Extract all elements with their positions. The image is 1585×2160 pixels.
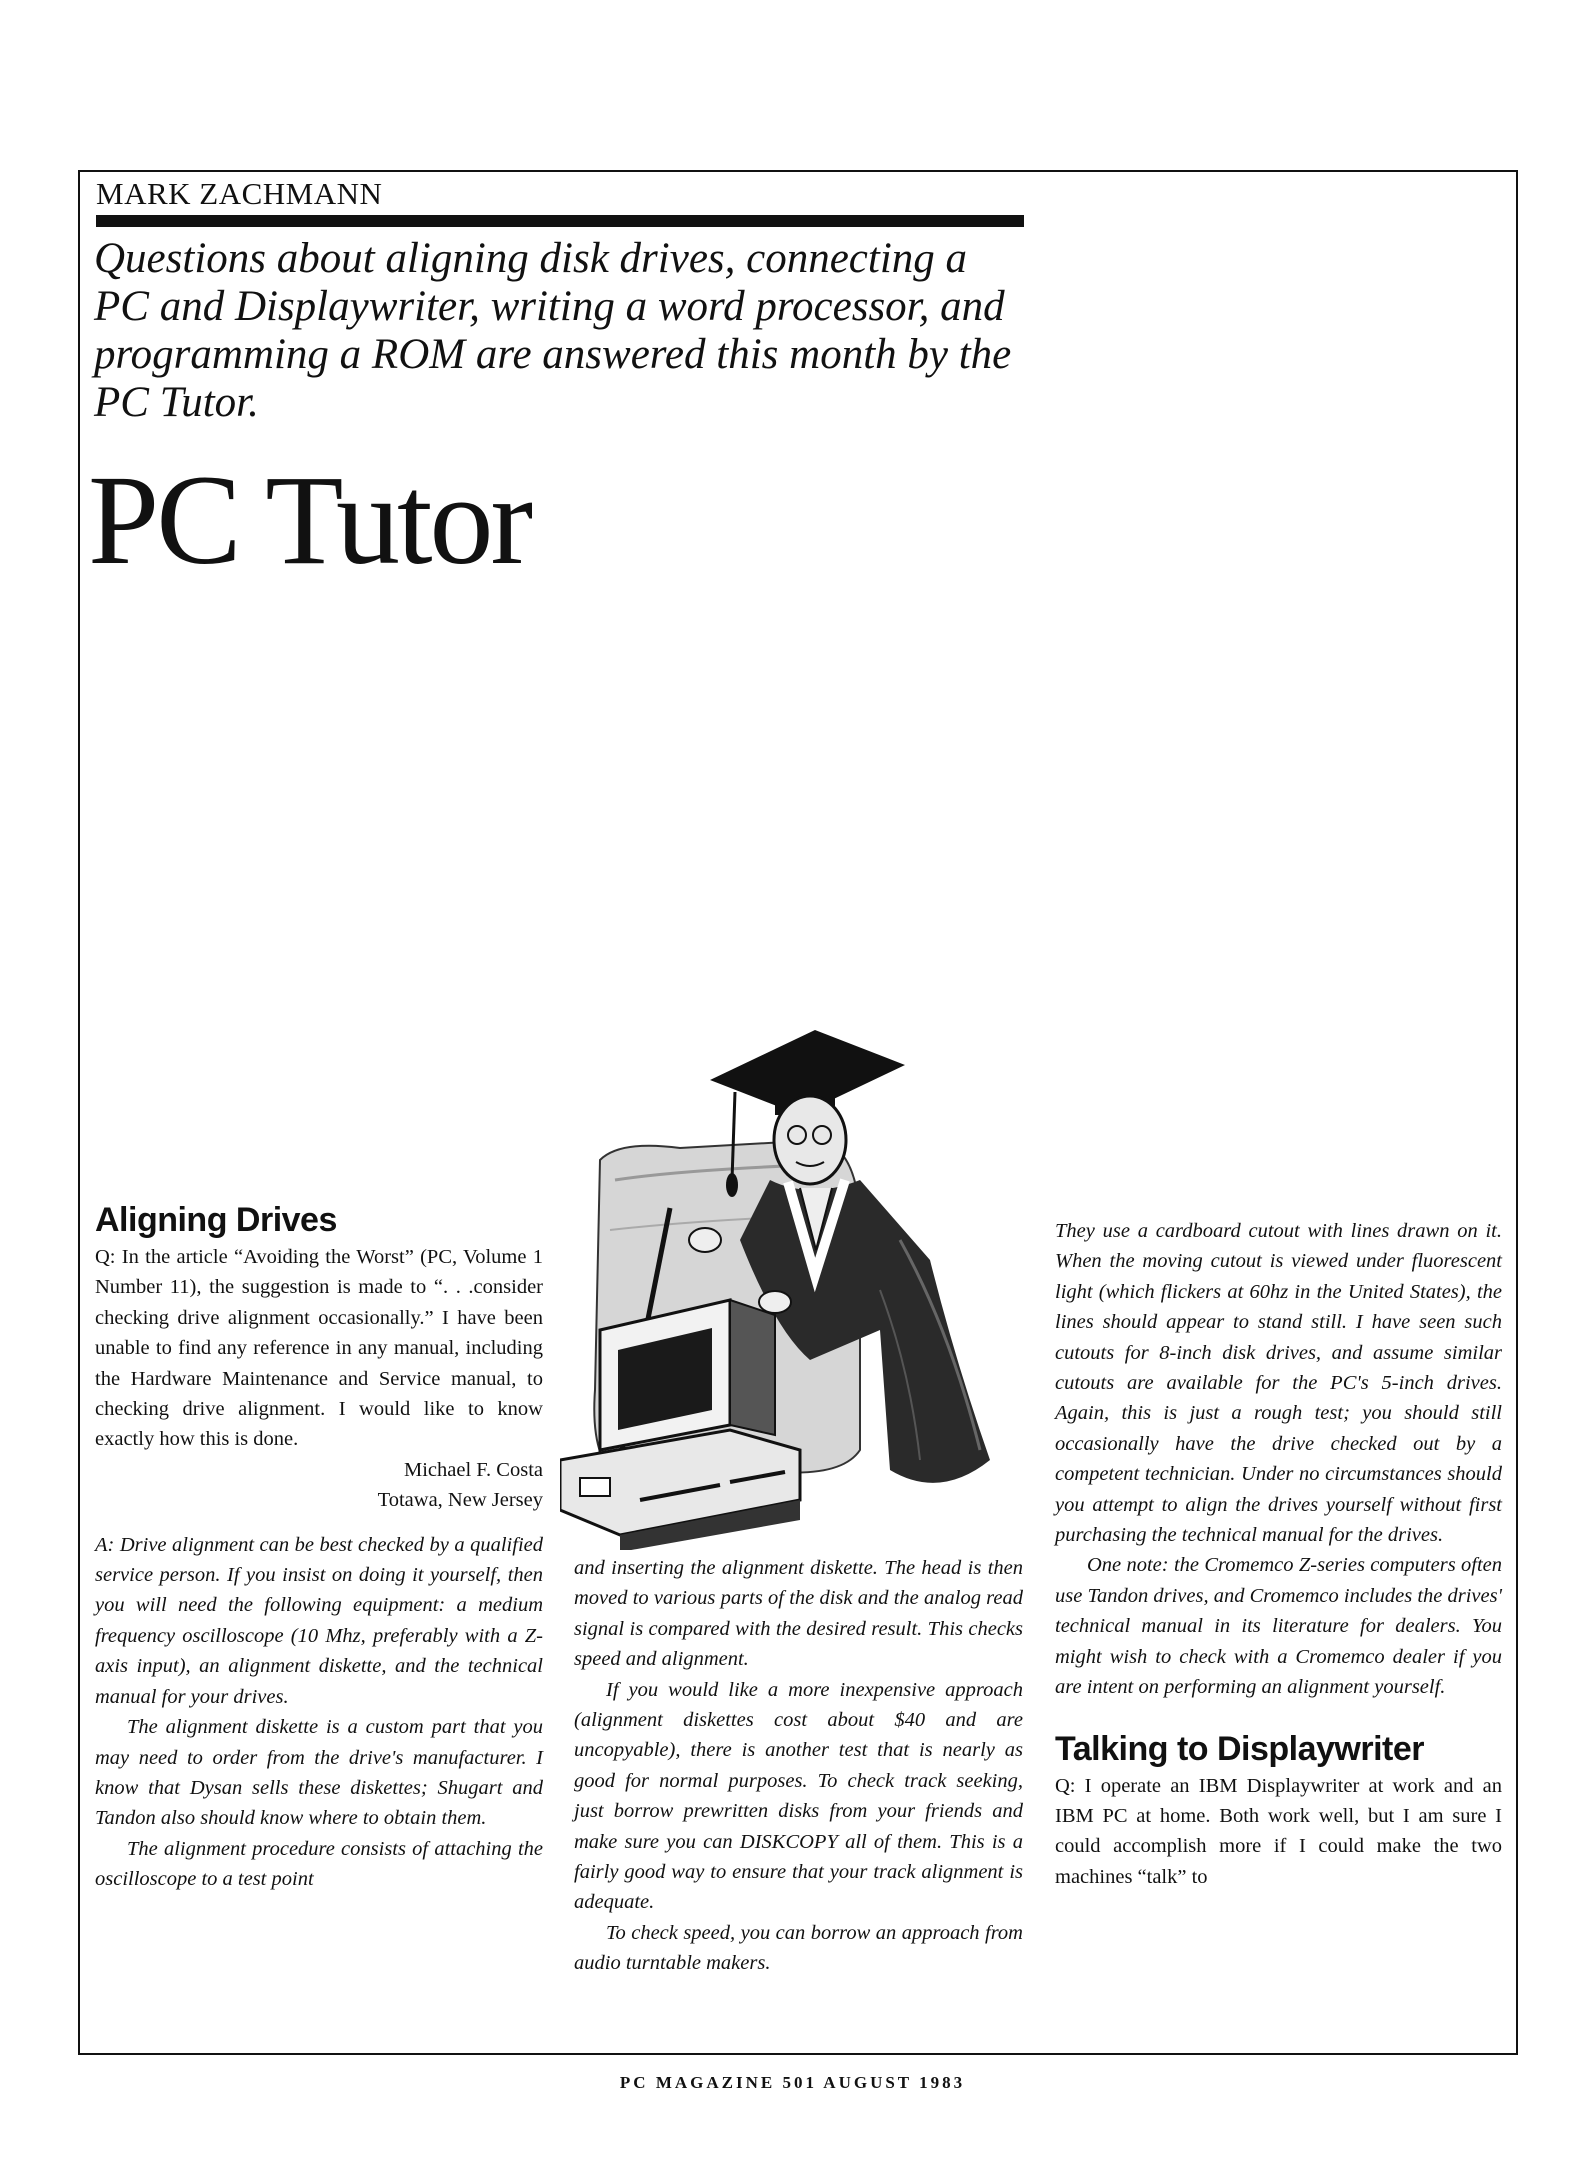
- answer-paragraph-8: One note: the Cromemco Z-series computers often use Tandon drives, and Cromemco includes the drives' technical manual in its literature for dealers. You might wish to check with a Cromemco dealer if you are intent on performing an alignment yourself.: [1055, 1554, 1502, 1699]
- answer-paragraph-5: If you would like a more inexpensive approach (alignment diskettes cost about $40 and are uncopyable), there is another test that is nearly as good for normal purposes. To check track seeking, just borrow prewritten disks from your friends and make sure you can DISKCOPY all of them. This is a fairly good way to ensure that your track alignment is adequate.: [574, 1678, 1023, 1914]
- article-deck: Questions about aligning disk drives, connecting a PC and Displaywriter, writing a word processor, and programming a ROM are answered this month by the PC Tutor.: [94, 235, 1012, 426]
- question-text-2: Q: I operate an IBM Displaywriter at work and an IBM PC at home. Both work well, but I am sure I could accomplish more if I could make the two machines “talk” to: [1055, 1774, 1502, 1888]
- signature-place: Totawa, New Jersey: [377, 1489, 543, 1512]
- page-footer: PC MAGAZINE 501 AUGUST 1983: [619, 2073, 966, 2092]
- tutor-illustration: [560, 1030, 1030, 1550]
- question-text: Q: In the article “Avoiding the Worst” (PC, Volume 1 Number 11), the suggestion is made to “. . .consider checking drive alignment occasionally.” I have been unable to find any reference in any manual, including the Hardware Maintenance and Service manual, to checking drive alignment. I would like to know exactly how this is done.: [95, 1246, 543, 1451]
- article-column-1: [95, 1200, 543, 1895]
- answer-paragraph-3: The alignment procedure consists of attaching the oscilloscope to a test point: [95, 1837, 543, 1891]
- section-heading-talking-to-displaywriter: Talking to Displaywriter: [1055, 1729, 1425, 1768]
- section-heading-aligning-drives: Aligning Drives: [95, 1201, 337, 1239]
- answer-paragraph-6: To check speed, you can borrow an approach from audio turntable makers.: [574, 1921, 1023, 1975]
- answer-paragraph-2: The alignment diskette is a custom part that you may need to order from the drive's manufacturer. I know that Dysan sells these diskettes; Shugart and Tandon also should know where to obtain them.: [95, 1716, 543, 1830]
- answer-paragraph-1: A: Drive alignment can be best checked by a qualified service person. If you insist on doing it yourself, then you will need the following equipment: a medium frequency oscilloscope (10 Mhz, preferably with a Z-axis input), an alignment diskette, and the technical manual for your drives.: [95, 1533, 543, 1708]
- header-rule: [96, 215, 1024, 227]
- article-column-2: [574, 1553, 1023, 1979]
- answer-paragraph-7: They use a cardboard cutout with lines drawn on it. When the moving cutout is viewed under fluorescent light (which flickers at 60hz in the United States), the lines should appear to stand still. I have seen such cutouts for 8-inch disk drives, and assume similar cutouts are available for the PC's 5-inch drives. Again, this is just a rough test; you should still occasionally have the drive checked out by a competent technician. Under no circumstances should you attempt to align the drives yourself without first purchasing the technical manual for the drives.: [1055, 1220, 1502, 1547]
- answer-paragraph-4: and inserting the alignment diskette. The head is then moved to various parts of the disk and the analog read signal is compared with the desired result. This checks speed and alignment.: [574, 1557, 1023, 1671]
- professor-head: [774, 1096, 846, 1184]
- signature-name: Michael F. Costa: [404, 1458, 543, 1481]
- author-byline: MARK ZACHMANN: [96, 176, 383, 211]
- article-title: PC Tutor: [88, 449, 531, 591]
- article-column-3: [1055, 1216, 1502, 1892]
